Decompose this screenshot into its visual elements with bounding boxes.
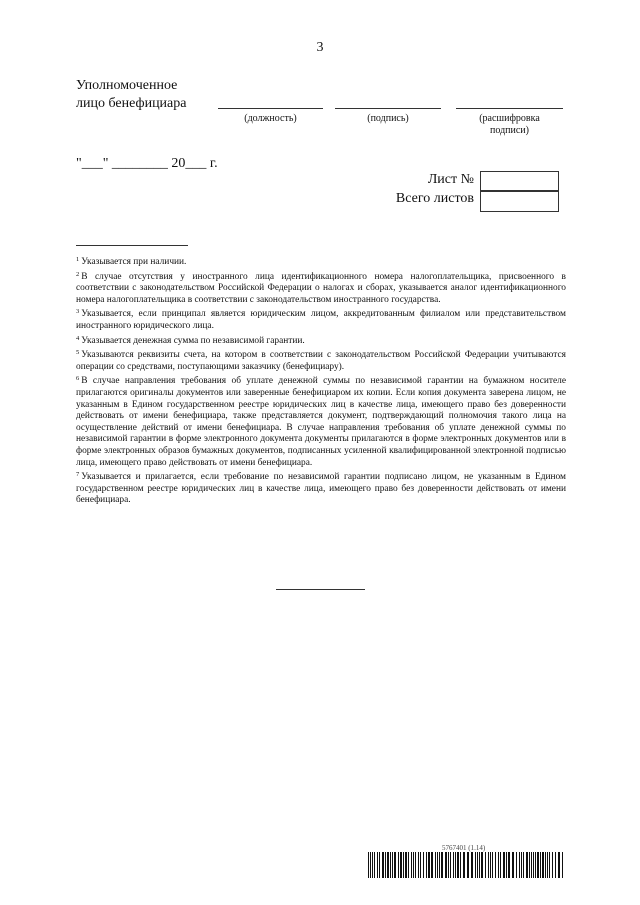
position-caption: (должность): [244, 113, 297, 124]
footnote-separator: [76, 245, 188, 246]
representative-label: [76, 77, 186, 113]
footnote-4-text: Указывается денежная сумма по независимой гарантии.: [81, 335, 305, 346]
footnote-5-number: 5: [76, 349, 80, 357]
position-line: [218, 108, 323, 109]
footnote-3-number: 3: [76, 308, 80, 316]
footnote-2-number: 2: [76, 270, 80, 278]
transcript-caption: [456, 113, 563, 137]
transcript-line: [456, 108, 563, 109]
footnote-2: [76, 269, 566, 307]
footnote-7-number: 7: [76, 471, 80, 479]
footnote-7-text: Указывается и прилагается, если требование по независимой гарантии подписано лицом, не указанным в Едином государственном реестре юридических лиц в качестве лица, имеющего право без доверенности действовать от имени бенефициара.: [76, 472, 566, 506]
footnote-6-text: В случае направления требования об уплате денежной суммы по независимой гарантии на бумажном носителе прилагаются оригиналы документов или заверенные бенефициаром их копии. Если копия документа заверена лицом, не указанным в Едином государственном реестре юридических лиц в качестве лица, имеющего право без доверенности действовать от имени бенефициара, также представляется документ, подтверждающий полномочия такого лица на осуществление действий от имени бенефициара. В случае направления требования об уплате денежной суммы по независимой гарантии в форме электронного документа документы прилагаются в форме электронных документов или в форме электронных образов бумажных документов, подписанных усиленной квалифицированной электронной подписью лица, имеющего право действовать от имени бенефициара.: [76, 376, 566, 468]
footnote-3: [76, 306, 566, 332]
footnotes: [76, 254, 566, 507]
footnote-1-number: 1: [76, 256, 80, 263]
footnote-7: [76, 469, 566, 507]
representative-label-line1: Уполномоченное: [76, 78, 178, 93]
total-sheets-box: [480, 190, 559, 212]
date-line: "___" ________ 20___ г.: [76, 156, 218, 171]
sheet-number-box: [480, 171, 559, 192]
representative-label-line2: лицо бенефициара: [76, 96, 187, 111]
sheet-number-label: Лист №: [427, 172, 474, 187]
end-separator: [276, 589, 365, 590]
signature-line: [335, 108, 441, 109]
footnote-6: [76, 373, 566, 469]
footnote-2-text: В случае отсутствия у иностранного лица идентификационного номера налогоплательщика, присвоенного в соответствии с законодательством Российской Федерации о налогах и сборах, указывается аналог идентификационного номера налогоплательщика в соответствии с законодательством иностранного государства.: [76, 271, 566, 305]
footnote-3-text: Указывается, если принципал является юридическим лицом, аккредитованным филиалом или представительством иностранного юридического лица.: [76, 309, 566, 331]
signature-caption: (подпись): [367, 113, 409, 124]
footnote-5-text: Указываются реквизиты счета, на котором в соответствии с законодательством Российской Федерации учитываются операции со средствами, поступающими заказчику (бенефициару).: [76, 350, 566, 372]
transcript-caption-line1: (расшифровка: [479, 113, 540, 124]
footnote-6-number: 6: [76, 375, 80, 383]
total-sheets-label: Всего листов: [395, 191, 474, 206]
page-number: 3: [316, 40, 324, 55]
footnote-4-number: 4: [76, 334, 80, 342]
footnote-5: [76, 347, 566, 373]
barcode-code: 5767401 (1.14): [442, 844, 486, 852]
footnote-1-text: Указывается при наличии.: [81, 257, 187, 267]
footnote-4: [76, 333, 566, 348]
footnote-1: [76, 254, 566, 269]
barcode-icon: [368, 852, 566, 878]
transcript-caption-line2: подписи): [490, 125, 529, 136]
